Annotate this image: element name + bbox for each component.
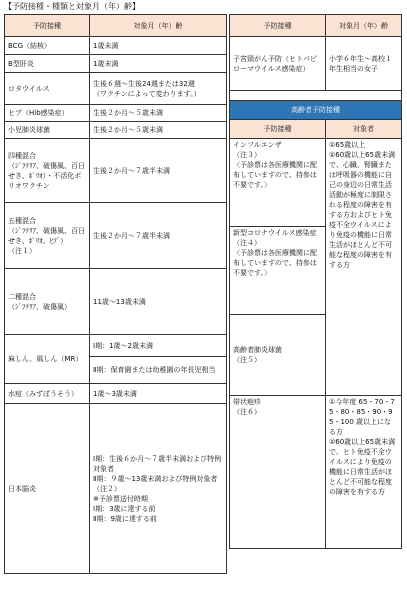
hpv-name: 子宮頸がん予防（ヒトパピローマウイルス感染症） xyxy=(230,37,326,91)
elderly-header-vaccine: 予防接種 xyxy=(230,120,326,139)
left-header-age: 対象月（年）齢 xyxy=(90,15,227,37)
row-name-je: 日本脳炎 xyxy=(5,404,90,574)
row-name-rota: ロタウイルス xyxy=(5,73,90,105)
elderly-target-2: ①今年度 65・70・75・80・85・90・95・100 歳以上になる方 ②60歳以上65歳未満で、ヒト免疫不全ウイルスにより免疫の機能に日常生活がほとんど不可能な程度の障害を有する方 xyxy=(326,396,402,549)
row-age-dt: 11歳～13歳未満 xyxy=(90,269,227,335)
row-name-mr: 麻しん、風しん（MR） xyxy=(5,335,90,384)
row-age-hib: 生後２か月～５歳未満 xyxy=(90,105,227,122)
child-vaccination-table xyxy=(4,14,227,574)
row-age-five-in-one: 生後２か月～７歳半未満 xyxy=(90,203,227,269)
row-age-dpt-ipv: 生後２か月～７歳半未満 xyxy=(90,139,227,203)
left-header-vaccine: 予防接種 xyxy=(5,15,90,37)
pneumococcal-cell: 高齢者肺炎球菌 （注５） xyxy=(230,315,326,396)
row-name-dpt-ipv: 四種混合 （ｼﾞﾌﾃﾘｱ、破傷風、百日せき、ﾎﾟﾘｵ）・不活化ポリオワクチン xyxy=(5,139,90,203)
elderly-vaccination-banner: 高齢者予防接種 xyxy=(230,101,402,120)
elderly-target-1: ①65歳以上 ②60歳以上65歳未満で、心臓、腎臓または呼吸器の機能に自己の身辺の日常生活活動が極度に制限される程度の障害を有する方およびヒト免疫不全ウイルスにより免疫の機能に日常生活がほとんど不可能な程度の障害を有する方 xyxy=(326,139,402,396)
row-age-mr-1: Ⅰ期：1歳～2歳未満 xyxy=(90,335,227,357)
shingles-cell: 帯状疱疹 （注６） xyxy=(230,396,326,549)
row-age-rota: 生後６週～生後24週または32週 （ワクチンによって変わります。） xyxy=(90,73,227,105)
blank-spacer xyxy=(230,91,402,101)
hpv-age: 小学６年生～高校１年生相当の女子 xyxy=(326,37,402,91)
row-name-dt: 二種混合 （ｼﾞﾌﾃﾘｱ、破傷風） xyxy=(5,269,90,335)
row-name-five-in-one: 五種混合 （ｼﾞﾌﾃﾘｱ、破傷風、百日せき、ﾎﾟﾘｵ、ﾋﾌﾞ） （注１） xyxy=(5,203,90,269)
page-title: 【予防接種・種類と対象月（年）齢】 xyxy=(4,2,140,11)
row-name-hib: ヒブ（Hib感染症） xyxy=(5,105,90,122)
row-name-varicella: 水痘（みずぼうそう） xyxy=(5,384,90,404)
row-age-varicella: 1歳～3歳未満 xyxy=(90,384,227,404)
row-age-pcv: 生後２か月～５歳未満 xyxy=(90,122,227,139)
right-header-vaccine: 予防接種 xyxy=(230,15,326,37)
row-name-pcv: 小児肺炎球菌 xyxy=(5,122,90,139)
right-header-age: 対象月（年）齢 xyxy=(326,15,402,37)
hpv-and-elderly-table xyxy=(229,14,402,549)
row-name-hepb: B型肝炎 xyxy=(5,55,90,73)
covid-cell: 新型コロナウイルス感染症 （注４） 〈予診票は各医療機関に配布していますので、持参は不要です。〉 xyxy=(230,227,326,315)
row-age-mr-2: Ⅱ期：保育園または幼稚園の年長児相当 xyxy=(90,357,227,384)
row-age-hepb: 1歳未満 xyxy=(90,55,227,73)
row-age-bcg: 1歳未満 xyxy=(90,37,227,55)
influenza-cell: インフルエンザ （注３） 〈予診票は各医療機関に配布していますので、持参は不要です。〉 xyxy=(230,139,326,227)
elderly-header-target: 対象者 xyxy=(326,120,402,139)
row-age-je: Ⅰ期：生後６か月～７歳半未満および特例対象者 Ⅱ期：９歳～13歳未満および特例対象者（注２） ※予診票送付時期 Ⅰ期：3歳に達する前 Ⅱ期：9歳に達する前 xyxy=(90,404,227,574)
row-name-bcg: BCG（結核） xyxy=(5,37,90,55)
